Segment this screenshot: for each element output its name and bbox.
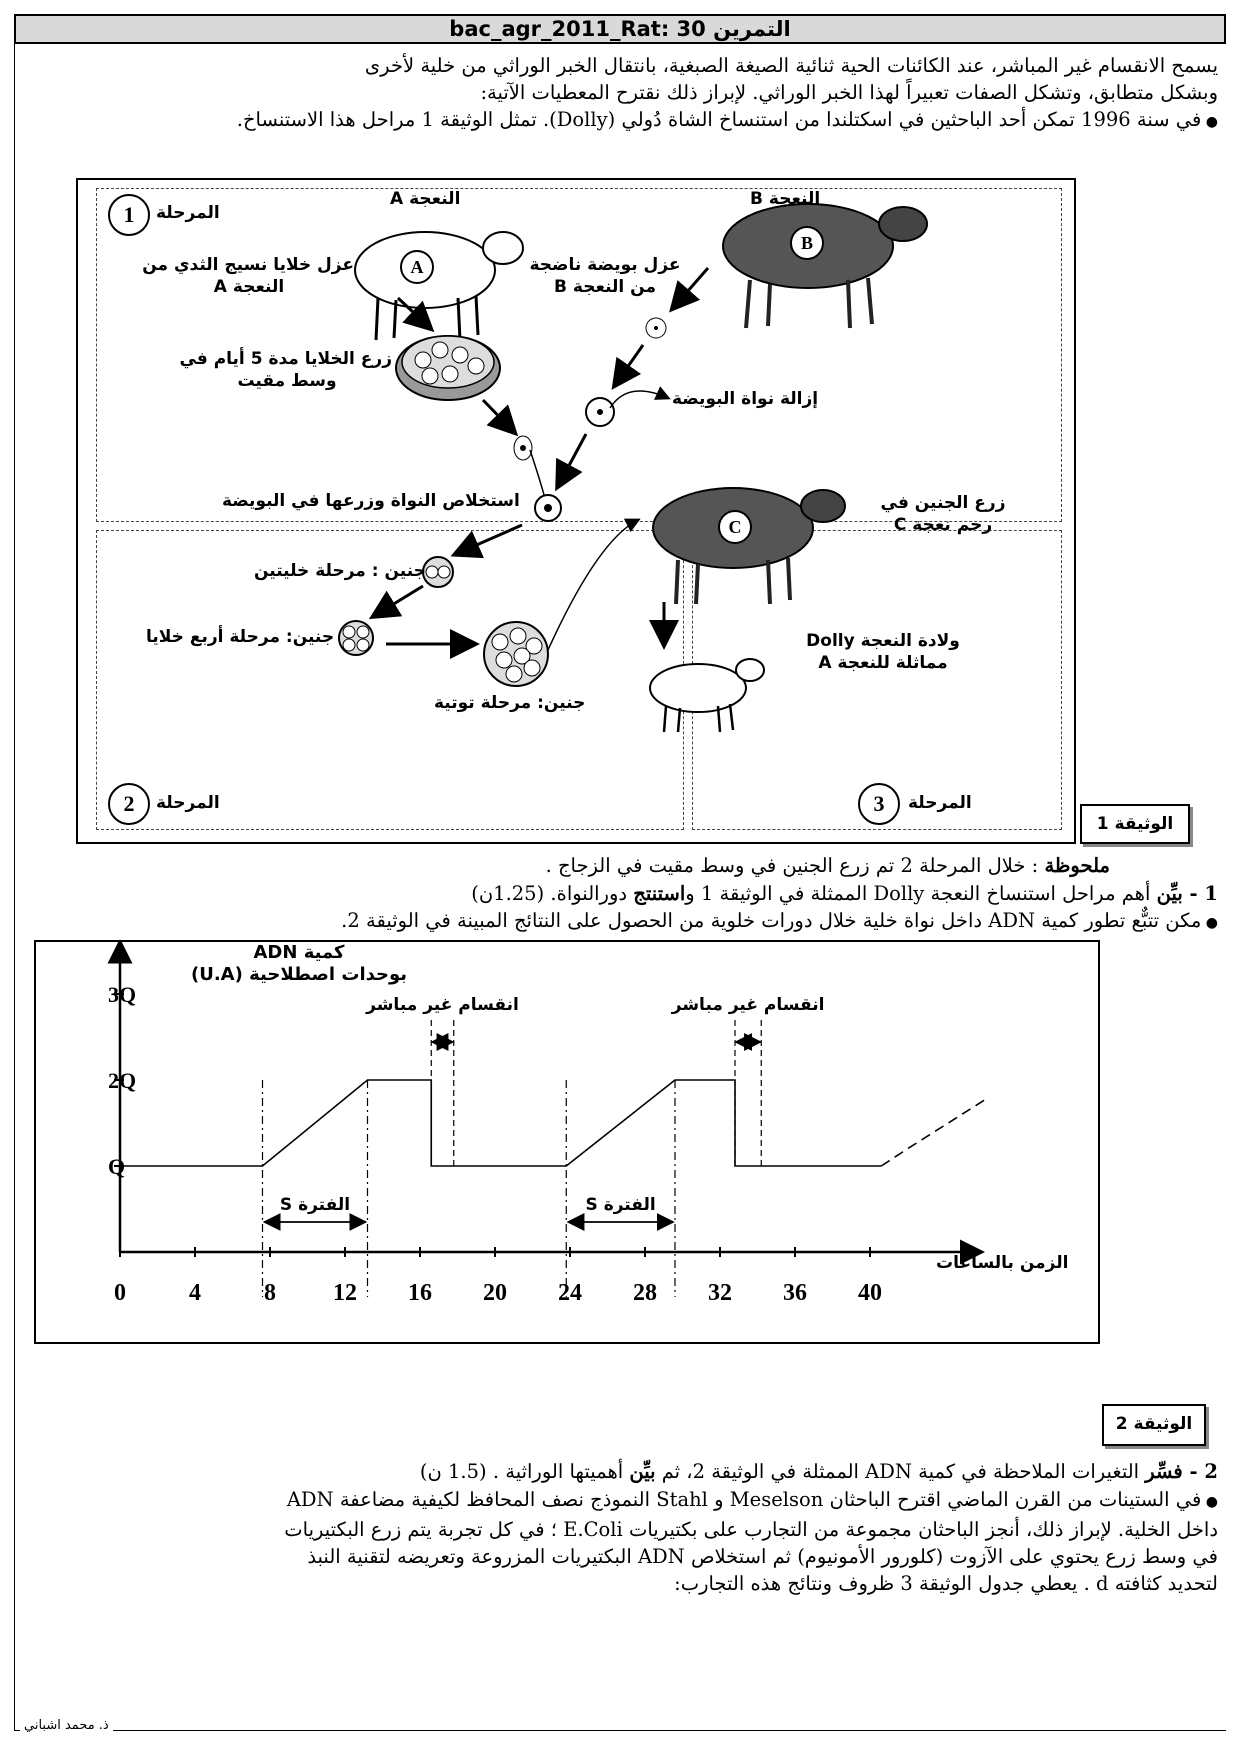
stage-2-word: المرحلة [156,793,220,813]
sheep-b-letter: B [790,226,824,260]
para3-line-1: ● في الستينات من القرن الماضي اقترح الباحثان Meselson و Stahl النموذج نصف المحافظ لكيفية مضاعفة ADN [18,1486,1218,1516]
x-tick-label: 16 [408,1280,432,1306]
y-tick-label: 3Q [108,982,137,1007]
meselson-stahl-paragraph [18,1486,1218,1597]
dna-curve [120,1080,881,1166]
y-tick-label: 2Q [108,1068,137,1093]
document-2-figure [34,940,1100,1344]
sheep-c-letter: C [718,510,752,544]
dna-quantity-chart [36,942,1098,1342]
x-tick-label: 12 [333,1280,357,1306]
sheep-a-icon [355,232,523,340]
intro-line-2: وبشكل متطابق، وتشكل الصفات تعبيراً لهذا الخبر الوراثي. لإبراز ذلك نقترح المعطيات الآتية: [480,81,1218,104]
petri-dish-icon [396,336,500,400]
para3-line-4: لتحديد كثافته d . يعطي جدول الوثيقة 3 ظروف ونتائج هذه التجارب: [674,1572,1218,1595]
note-line [0,852,1110,879]
morula-icon [484,622,548,686]
nucleus-removal-arrow [610,391,668,408]
s-phase-label: الفترة S [585,1195,656,1215]
note-bold: ملحوظة [1044,854,1110,877]
embryo-transfer-arrow [548,520,638,650]
mitosis-label: انقسام غير مباشر [671,995,825,1015]
y-tick-label: Q [108,1154,126,1179]
extract-nucleus-label: استخلاص النواة وزرعها في البويضة [222,491,520,511]
footer-line [14,1730,1226,1731]
intro-line-1: يسمح الانقسام غير المباشر، عند الكائنات الحية ثنائية الصيغة الصبغية، بانتقال الخبر الوراثي من خلية لأخرى [364,54,1218,77]
document-1-label: الوثيقة 1 [1080,804,1190,844]
x-tick-label: 24 [558,1280,582,1306]
implant-label: زرع الجنين في رحم نعجة C [880,493,1006,535]
four-cells-label: جنين: مرحلة أربع خلايا [146,627,335,647]
x-tick-label: 20 [483,1280,507,1306]
question-1: 1 - بيِّن أهم مراحل استنساخ النعجة Dolly الممثلة في الوثيقة 1 واستنتج دورالنواة. (1.25ن) [471,882,1218,905]
stage-3-number: 3 [858,783,900,825]
bullet-2: ● مكن تتبٌّع تطور كمية ADN داخل نواة خلية خلال دورات خلوية من الحصول على النتائج المبينة في الوثيقة 2. [18,907,1218,937]
remove-nucleus-label: إزالة نواة البويضة [672,389,819,409]
para3-line-2: داخل الخلية. لإبراز ذلك، أنجز الباحثان مجموعة من التجارب على بكتيريات E.Coli ؛ في كل تجربة يتم زرع البكتيريات [284,1518,1218,1541]
question-2: 2 - فسِّر التغيرات الملاحظة في كمية ADN الممثلة في الوثيقة 2، ثم بيِّن أهميتها الوراثية . (1.5 ن) [419,1460,1218,1483]
x-tick-label: 40 [858,1280,882,1306]
document-2-label: الوثيقة 2 [1102,1404,1206,1446]
sheep-a-title: النعجة A [390,189,461,209]
x-tick-label: 0 [114,1280,126,1306]
mitosis-label: انقسام غير مباشر [366,995,519,1015]
x-tick-label: 32 [708,1280,732,1306]
chart-ylabel [164,942,434,986]
stage-2-number: 2 [108,783,150,825]
dolly-lamb-icon [650,659,764,732]
chart-xlabel: الزمن بالساعات [936,1253,1069,1273]
intro-line-3: ● في سنة 1996 تمكن أحد الباحثين في اسكتلندا من استنساخ الشاة دُولي (Dolly). تمثل الوثيقة 1 مراحل هذا الاستنساخ. [18,106,1218,136]
stage-3-word: المرحلة [908,793,972,813]
isolate-udder-label: عزل خلايا نسيج الثدي من النعجة A [142,255,354,297]
s-phase-label: الفترة S [279,1195,351,1215]
nucleus-transfer-line [530,450,544,495]
left-border [14,44,15,1730]
note-text: : خلال المرحلة 2 تم زرع الجنين في وسط مقيت في الزجاج . [545,854,1045,877]
exercise-header: bac_agr_2011_Rat: 30 التمرين [14,14,1226,44]
sheep-c-icon [653,488,845,604]
x-tick-label: 36 [783,1280,807,1306]
x-tick-label: 8 [264,1280,276,1306]
stage-1-number: 1 [108,194,150,236]
sheep-b-title: النعجة B [750,189,821,209]
stage-1-word: المرحلة [156,203,220,223]
para3-line-3: في وسط زرع يحتوي على الآزوت (كلورور الأمونيوم) ثم استخلاص ADN البكتيريات المزروعة وتعريضه لتقنية النبذ [307,1545,1218,1568]
two-cell-embryo-icon [423,557,453,587]
chart-ylabel-1: كمية ADN [253,942,345,963]
sheep-b-icon [723,204,927,328]
intro-paragraph [18,52,1218,136]
chart-ylabel-2: بوحدات اصطلاحية (U.A) [190,964,408,985]
birth-label: ولادة النعجة Dolly مماثلة للنعجة A [806,631,960,673]
morula-label: جنين: مرحلة توتية [434,693,586,713]
isolate-egg-label: عزل بويضة ناضجة من النعجة B [529,255,681,297]
four-cell-embryo-icon [339,621,373,655]
culture-label: زرع الخلايا مدة 5 أيام في وسط مقيت [179,349,392,391]
dna-curve-continuation [881,1099,986,1166]
footer-author: ذ. محمد اشباني [20,1718,113,1733]
document-1-figure [76,178,1076,844]
sheep-a-letter: A [400,250,434,284]
two-cells-label: جنين : مرحلة خليتين [254,561,426,581]
x-tick-label: 28 [633,1280,657,1306]
x-tick-label: 4 [189,1280,201,1306]
